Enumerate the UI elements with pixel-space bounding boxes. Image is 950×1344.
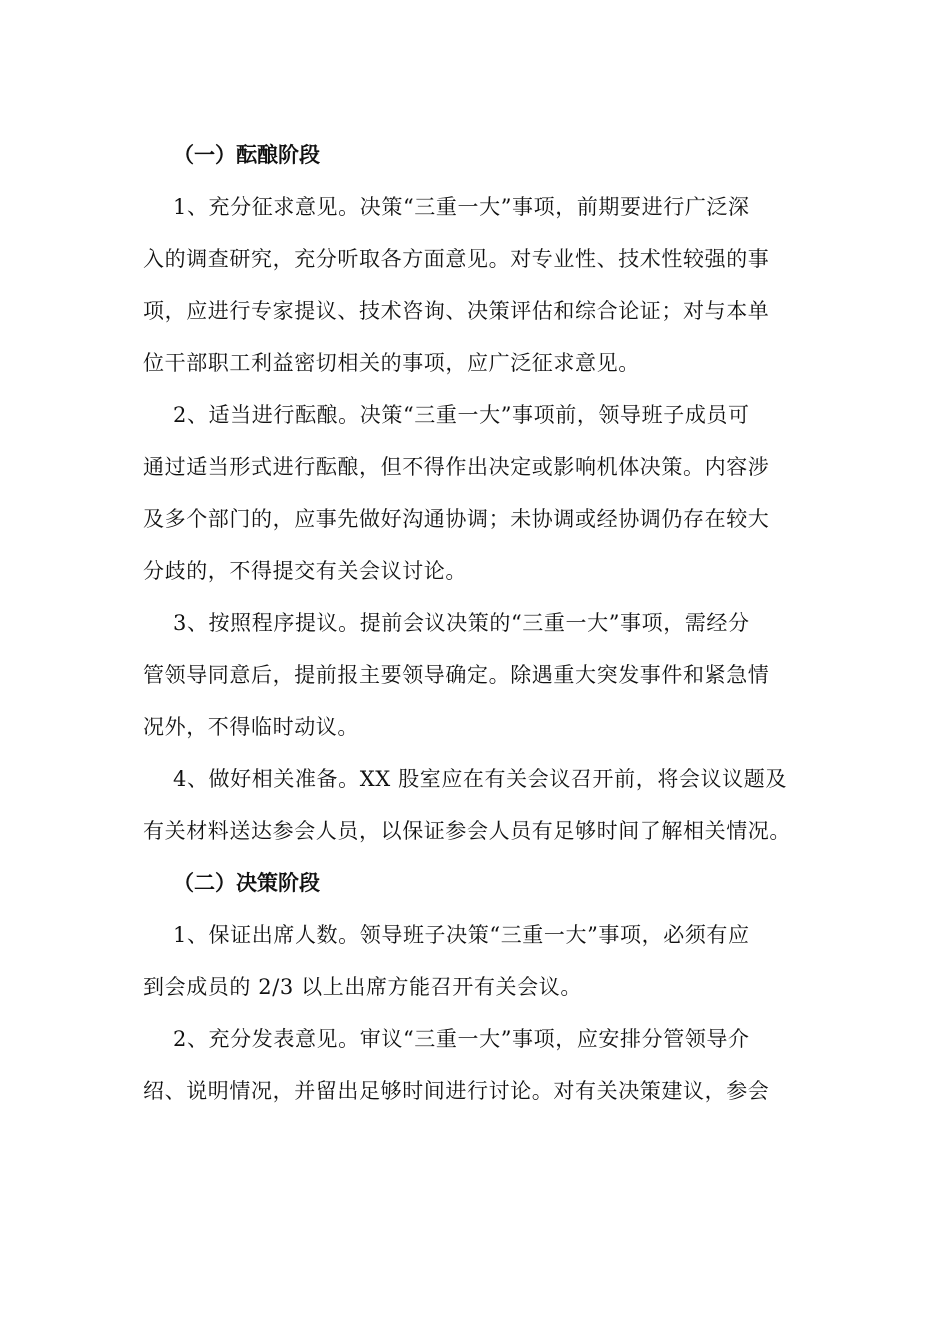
section-heading-2: （二）决策阶段 (173, 871, 320, 895)
text-line: 有关材料送达参会人员，以保证参会人员有足够时间了解相关情况。 (143, 819, 791, 843)
paragraph-1-1 (143, 181, 805, 389)
paragraph-1-4 (143, 753, 805, 857)
text-line: 4、做好相关准备。XX 股室应在有关会议召开前，将会议议题及 (173, 767, 787, 791)
text-line: 绍、说明情况，并留出足够时间进行讨论。对有关决策建议，参会 (143, 1079, 770, 1103)
text-line: 况外，不得临时动议。 (143, 715, 359, 739)
paragraph-2-2 (143, 1013, 805, 1117)
document-body (143, 129, 805, 1117)
paragraph-2-1 (143, 909, 805, 1013)
text-line: 到会成员的 2/3 以上出席方能召开有关会议。 (143, 975, 582, 999)
text-line: 1、保证出席人数。领导班子决策“三重一大”事项，必须有应 (173, 923, 750, 947)
text-line: 管领导同意后，提前报主要领导确定。除遇重大突发事件和紧急情 (143, 663, 770, 687)
text-line: 及多个部门的，应事先做好沟通协调；未协调或经协调仍存在较大 (143, 507, 770, 531)
text-line: 2、充分发表意见。审议“三重一大”事项，应安排分管领导介 (173, 1027, 750, 1051)
section-heading-1: （一）酝酿阶段 (173, 143, 320, 167)
text-line: 通过适当形式进行酝酿，但不得作出决定或影响机体决策。内容涉 (143, 455, 770, 479)
paragraph-1-3 (143, 597, 805, 753)
paragraph-1-2 (143, 389, 805, 597)
text-line: 项，应进行专家提议、技术咨询、决策评估和综合论证；对与本单 (143, 299, 770, 323)
text-line: 入的调查研究，充分听取各方面意见。对专业性、技术性较强的事 (143, 247, 770, 271)
text-line: 分歧的，不得提交有关会议讨论。 (143, 559, 467, 583)
text-line: 2、适当进行酝酿。决策“三重一大”事项前，领导班子成员可 (173, 403, 750, 427)
text-line: 位干部职工利益密切相关的事项，应广泛征求意见。 (143, 351, 640, 375)
text-line: 1、充分征求意见。决策“三重一大”事项，前期要进行广泛深 (173, 195, 750, 219)
text-line: 3、按照程序提议。提前会议决策的“三重一大”事项，需经分 (173, 611, 750, 635)
